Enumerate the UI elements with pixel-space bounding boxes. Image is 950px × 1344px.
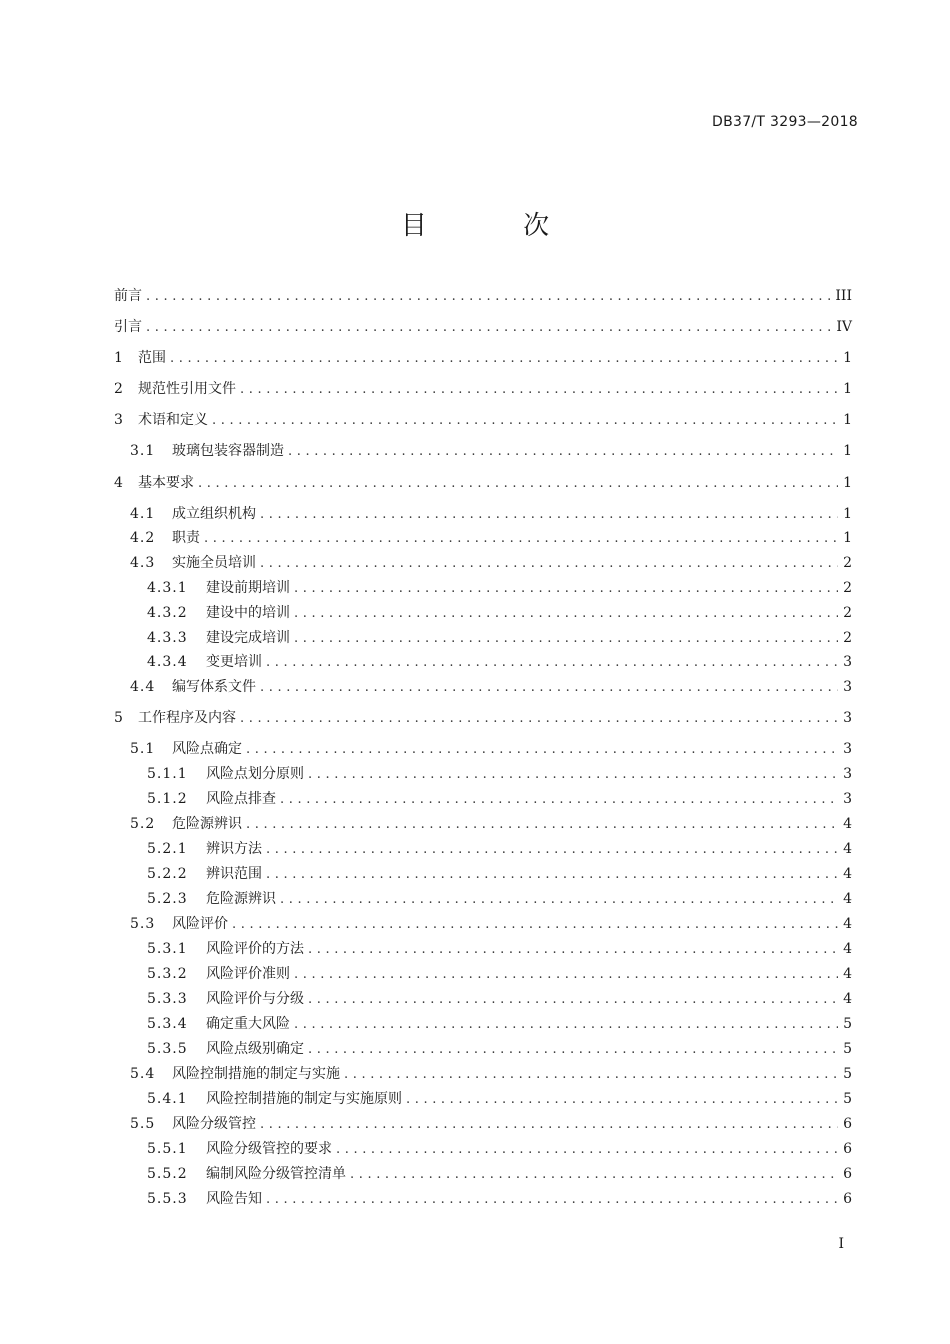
toc-entry-number: 5 bbox=[114, 710, 123, 726]
toc-entry-page: 2 bbox=[843, 580, 852, 596]
toc-entry[interactable] bbox=[114, 962, 852, 986]
toc-entry-page: 5 bbox=[843, 1066, 852, 1082]
toc-entry-label: 编写体系文件 bbox=[172, 679, 256, 695]
toc-entry-page: 4 bbox=[843, 991, 852, 1007]
toc-entry-label: 建设中的培训 bbox=[206, 605, 290, 621]
toc-entry-label: 职责 bbox=[172, 530, 200, 546]
toc-entry[interactable] bbox=[114, 471, 852, 495]
toc-entry-label: 变更培训 bbox=[206, 654, 262, 670]
toc-dot-leader bbox=[240, 707, 838, 731]
toc-entry-number: 5.3.2 bbox=[147, 966, 188, 982]
toc-entry-page: 4 bbox=[843, 866, 852, 882]
toc-entry-page: 1 bbox=[843, 443, 852, 459]
toc-dot-leader bbox=[280, 788, 838, 812]
toc-dot-leader bbox=[294, 627, 838, 651]
toc-entry[interactable] bbox=[114, 1187, 852, 1211]
toc-dot-leader bbox=[266, 1188, 838, 1212]
toc-entry-page: 6 bbox=[843, 1116, 852, 1132]
toc-entry[interactable] bbox=[114, 1162, 852, 1186]
toc-dot-leader bbox=[204, 527, 838, 551]
toc-entry-number: 3.1 bbox=[130, 443, 156, 459]
toc-entry[interactable] bbox=[114, 502, 852, 526]
toc-entry[interactable] bbox=[114, 284, 852, 308]
toc-dot-leader bbox=[308, 988, 838, 1012]
toc-entry-label: 玻璃包装容器制造 bbox=[172, 443, 284, 459]
toc-entry-label: 范围 bbox=[138, 350, 166, 366]
toc-dot-leader bbox=[336, 1138, 838, 1162]
toc-entry-label: 确定重大风险 bbox=[206, 1016, 290, 1032]
toc-entry-number: 5.3.1 bbox=[147, 941, 188, 957]
toc-entry-label: 危险源辨识 bbox=[172, 816, 242, 832]
toc-dot-leader bbox=[308, 1038, 838, 1062]
toc-entry-page: 1 bbox=[843, 506, 852, 522]
toc-entry-number: 5.1 bbox=[130, 741, 156, 757]
toc-entry-page: 2 bbox=[843, 555, 852, 571]
toc-entry-number: 4.3.3 bbox=[147, 630, 188, 646]
toc-entry-number: 3 bbox=[114, 412, 123, 428]
toc-entry-page: 4 bbox=[843, 816, 852, 832]
toc-entry-number: 5.4.1 bbox=[147, 1091, 188, 1107]
toc-entry-page: 3 bbox=[843, 741, 852, 757]
toc-dot-leader bbox=[280, 888, 838, 912]
standard-code: DB37/T 3293—2018 bbox=[712, 114, 858, 130]
toc-entry-page: 1 bbox=[843, 530, 852, 546]
page-number: I bbox=[838, 1236, 844, 1252]
toc-entry[interactable] bbox=[114, 812, 852, 836]
toc-entry-label: 建设前期培训 bbox=[206, 580, 290, 596]
toc-dot-leader bbox=[260, 676, 838, 700]
toc-dot-leader bbox=[260, 503, 838, 527]
toc-dot-leader bbox=[266, 651, 838, 675]
toc-entry[interactable] bbox=[114, 1037, 852, 1061]
toc-entry-number: 5.2.1 bbox=[147, 841, 188, 857]
toc-dot-leader bbox=[146, 316, 832, 340]
toc-entry-number: 4.3.4 bbox=[147, 654, 188, 670]
toc-entry[interactable] bbox=[114, 837, 852, 861]
toc-entry-page: 3 bbox=[843, 710, 852, 726]
toc-entry-label: 风险点划分原则 bbox=[206, 766, 304, 782]
toc-dot-leader bbox=[246, 813, 838, 837]
toc-entry-page: 6 bbox=[843, 1141, 852, 1157]
toc-dot-leader bbox=[146, 285, 831, 309]
toc-dot-leader bbox=[170, 347, 838, 371]
toc-entry-number: 5.3.5 bbox=[147, 1041, 188, 1057]
toc-entry-page: 5 bbox=[843, 1041, 852, 1057]
toc-dot-leader bbox=[344, 1063, 838, 1087]
toc-dot-leader bbox=[294, 602, 838, 626]
toc-dot-leader bbox=[232, 913, 838, 937]
toc-entry-label: 辨识范围 bbox=[206, 866, 262, 882]
toc-entry-label: 规范性引用文件 bbox=[138, 381, 236, 397]
toc-entry[interactable] bbox=[114, 551, 852, 575]
toc-entry-page: 1 bbox=[843, 350, 852, 366]
toc-entry-number: 5.1.1 bbox=[147, 766, 188, 782]
toc-dot-leader bbox=[308, 938, 838, 962]
toc-entry-number: 5.3.4 bbox=[147, 1016, 188, 1032]
toc-entry[interactable] bbox=[114, 787, 852, 811]
toc-entry-page: 6 bbox=[843, 1166, 852, 1182]
toc-entry[interactable] bbox=[114, 912, 852, 936]
toc-entry-label: 基本要求 bbox=[138, 475, 194, 491]
toc-entry-page: 1 bbox=[843, 381, 852, 397]
toc-entry[interactable] bbox=[114, 937, 852, 961]
toc-entry-label: 前言 bbox=[114, 288, 142, 304]
toc-entry-label: 风险控制措施的制定与实施原则 bbox=[206, 1091, 402, 1107]
toc-entry-number: 5.4 bbox=[130, 1066, 156, 1082]
toc-entry-number: 5.5 bbox=[130, 1116, 156, 1132]
toc-dot-leader bbox=[350, 1163, 838, 1187]
toc-title: 目 次 bbox=[400, 211, 594, 241]
toc-entry[interactable] bbox=[114, 626, 852, 650]
toc-entry-label: 成立组织机构 bbox=[172, 506, 256, 522]
toc-entry[interactable] bbox=[114, 1087, 852, 1111]
toc-entry-page: 4 bbox=[843, 891, 852, 907]
toc-entry-page: 1 bbox=[843, 475, 852, 491]
toc-entry-page: 4 bbox=[843, 916, 852, 932]
toc-dot-leader bbox=[288, 440, 838, 464]
toc-entry-label: 风险控制措施的制定与实施 bbox=[172, 1066, 340, 1082]
toc-entry[interactable] bbox=[114, 737, 852, 761]
toc-entry-label: 风险评价准则 bbox=[206, 966, 290, 982]
toc-entry-label: 风险评价 bbox=[172, 916, 228, 932]
toc-entry[interactable] bbox=[114, 576, 852, 600]
toc-entry-label: 引言 bbox=[114, 319, 142, 335]
toc-entry[interactable] bbox=[114, 346, 852, 370]
toc-dot-leader bbox=[406, 1088, 838, 1112]
toc-entry-label: 建设完成培训 bbox=[206, 630, 290, 646]
toc-entry-label: 风险告知 bbox=[206, 1191, 262, 1207]
toc-entry-page: III bbox=[835, 288, 852, 304]
toc-entry[interactable] bbox=[114, 1137, 852, 1161]
toc-entry-label: 风险点确定 bbox=[172, 741, 242, 757]
toc-entry-number: 4.2 bbox=[130, 530, 156, 546]
toc-entry[interactable] bbox=[114, 377, 852, 401]
toc-entry-number: 4 bbox=[114, 475, 123, 491]
toc-dot-leader bbox=[294, 577, 838, 601]
toc-entry-page: 5 bbox=[843, 1091, 852, 1107]
toc-entry-number: 1 bbox=[114, 350, 123, 366]
toc-entry-label: 编制风险分级管控清单 bbox=[206, 1166, 346, 1182]
toc-dot-leader bbox=[246, 738, 838, 762]
toc-entry-page: 4 bbox=[843, 841, 852, 857]
toc-dot-leader bbox=[240, 378, 838, 402]
toc-entry[interactable] bbox=[114, 439, 852, 463]
toc-entry[interactable] bbox=[114, 1062, 852, 1086]
toc-dot-leader bbox=[212, 409, 838, 433]
toc-entry-number: 5.2.2 bbox=[147, 866, 188, 882]
toc-entry-number: 4.4 bbox=[130, 679, 156, 695]
toc-entry[interactable] bbox=[114, 862, 852, 886]
toc-entry-label: 实施全员培训 bbox=[172, 555, 256, 571]
toc-entry-number: 4.1 bbox=[130, 506, 156, 522]
toc-entry-page: 4 bbox=[843, 941, 852, 957]
toc-dot-leader bbox=[266, 863, 838, 887]
toc-entry-label: 风险评价与分级 bbox=[206, 991, 304, 1007]
toc-entry-page: 3 bbox=[843, 679, 852, 695]
toc-entry-number: 5.5.1 bbox=[147, 1141, 188, 1157]
toc-entry-label: 风险点排查 bbox=[206, 791, 276, 807]
toc-entry-label: 风险评价的方法 bbox=[206, 941, 304, 957]
toc-entry-number: 5.5.2 bbox=[147, 1166, 188, 1182]
toc-entry[interactable] bbox=[114, 315, 852, 339]
toc-entry[interactable] bbox=[114, 706, 852, 730]
toc-dot-leader bbox=[294, 963, 838, 987]
toc-entry-number: 4.3.2 bbox=[147, 605, 188, 621]
toc-entry-number: 5.2.3 bbox=[147, 891, 188, 907]
toc-entry-page: 2 bbox=[843, 605, 852, 621]
toc-entry-page: 2 bbox=[843, 630, 852, 646]
toc-entry-number: 5.5.3 bbox=[147, 1191, 188, 1207]
toc-entry-page: IV bbox=[836, 319, 852, 335]
toc-entry[interactable] bbox=[114, 675, 852, 699]
toc-entry-page: 5 bbox=[843, 1016, 852, 1032]
toc-entry[interactable] bbox=[114, 1012, 852, 1036]
toc-entry[interactable] bbox=[114, 408, 852, 432]
toc-dot-leader bbox=[260, 552, 838, 576]
toc-entry[interactable] bbox=[114, 1112, 852, 1136]
toc-dot-leader bbox=[260, 1113, 838, 1137]
toc-entry-page: 3 bbox=[843, 791, 852, 807]
toc-entry-label: 术语和定义 bbox=[138, 412, 208, 428]
toc-entry-label: 风险分级管控的要求 bbox=[206, 1141, 332, 1157]
toc-entry[interactable] bbox=[114, 526, 852, 550]
toc-entry-page: 6 bbox=[843, 1191, 852, 1207]
toc-entry-page: 4 bbox=[843, 966, 852, 982]
toc-entry-number: 4.3.1 bbox=[147, 580, 188, 596]
toc-dot-leader bbox=[294, 1013, 838, 1037]
toc-entry[interactable] bbox=[114, 887, 852, 911]
toc-entry-page: 3 bbox=[843, 766, 852, 782]
toc-dot-leader bbox=[308, 763, 838, 787]
toc-entry[interactable] bbox=[114, 650, 852, 674]
toc-entry[interactable] bbox=[114, 601, 852, 625]
toc-entry-label: 工作程序及内容 bbox=[138, 710, 236, 726]
toc-entry-label: 危险源辨识 bbox=[206, 891, 276, 907]
toc-dot-leader bbox=[266, 838, 838, 862]
toc-entry-number: 2 bbox=[114, 381, 123, 397]
toc-entry-number: 5.3.3 bbox=[147, 991, 188, 1007]
toc-entry-page: 1 bbox=[843, 412, 852, 428]
toc-entry-number: 5.3 bbox=[130, 916, 156, 932]
toc-entry[interactable] bbox=[114, 762, 852, 786]
toc-entry-label: 风险分级管控 bbox=[172, 1116, 256, 1132]
toc-entry[interactable] bbox=[114, 987, 852, 1011]
toc-entry-number: 5.2 bbox=[130, 816, 156, 832]
toc-entry-page: 3 bbox=[843, 654, 852, 670]
toc-entry-label: 辨识方法 bbox=[206, 841, 262, 857]
toc-entry-number: 4.3 bbox=[130, 555, 156, 571]
toc-entry-number: 5.1.2 bbox=[147, 791, 188, 807]
toc-entry-label: 风险点级别确定 bbox=[206, 1041, 304, 1057]
toc-dot-leader bbox=[198, 472, 838, 496]
